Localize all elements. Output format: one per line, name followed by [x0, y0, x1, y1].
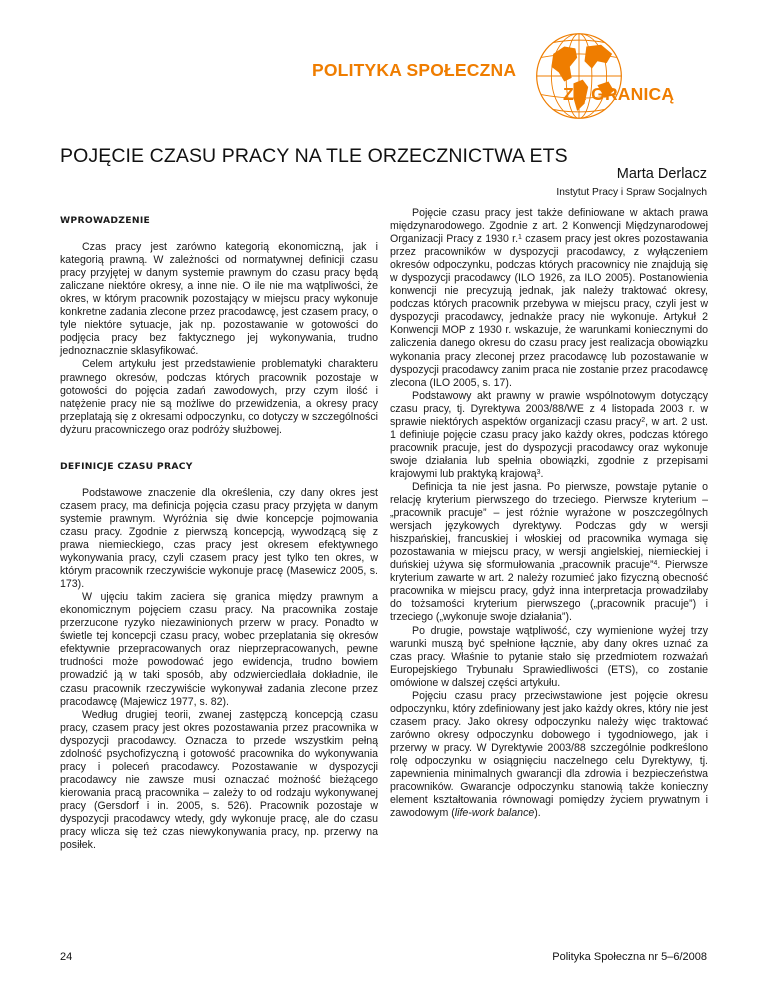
author-affiliation: Instytut Pracy i Spraw Socjalnych	[556, 187, 707, 198]
text-run: Pojęcie czasu pracy jest także definiowane w aktach prawa międzynarodowego. Zgodnie z art. 2 Konwencji Międzynarodowej Organizacji Pracy z 1930 r.	[390, 207, 708, 246]
paragraph	[390, 481, 708, 625]
paragraph: Podstawowe znaczenie dla określenia, czy dany okres jest czasem pracy, ma definicja pojęcia czasu pracy przyjęta w danym systemie prawnym. Wyróżnia się dwie koncepcje pojmowania czasu pracy. Zgodnie z pierwszą koncepcją, wywodzącą się z prawa niemieckiego, czas pracy jest okresem efektywnego wykonywania pracy, czyli czasem pracy jest tylko ten okres, w którym pracownik rzeczywiście wykonuje pracę (Masewicz 2005, s. 173).	[60, 486, 378, 591]
text-run: , w art. 2 ust. 1 definiuje pojęcie czasu pracy jako każdy okres, podczas którego pracownik pracuje, jest do dyspozycji pracodawcy oraz wykonuje swoje działania lub spełnia obowiązki, zgodnie z przepisami krajowymi lub praktyką krajową	[390, 415, 709, 480]
section-heading-introduction: WPROWADZENIE	[60, 215, 151, 226]
paragraph	[390, 207, 708, 390]
masthead	[0, 0, 768, 120]
italic-phrase: life-work balance	[454, 807, 535, 820]
text-run: . Pierwsze kryterium zawarte w art. 2 należy rozumieć jako fizyczną obecność pracownika w miejscu pracy, gdyż inna interpretacja prowadziłaby do tożsamości kryterium pierwszego („pracownik pracuje”) i trzeciego („wykonuje swoje działania”).	[390, 559, 708, 624]
footnote-ref: 3	[536, 468, 541, 476]
paragraph: Celem artykułu jest przedstawienie problematyki charakteru prawnego okresów, podczas których pracownik pozostaje w gotowości do pojęcia zadań zawodowych, przy czym ilość i natężenie pracy nie są możliwe do przewidzenia, a okresy pracy przeplatają się z okresami odpoczynku, co dotyczy w szczególności dyżuru pracowniczego oraz podróży służbowej.	[60, 358, 378, 436]
text-run: Pojęciu czasu pracy przeciwstawione jest pojęcie okresu odpoczynku, który zdefiniowany jest jako każdy okres, który nie jest czasem pracy. Jako okresy odpoczynku należy więc traktować zarówno okresy odpoczynku dobowego i tygodniowego, jak i przerwy w pracy. W Dyrektywie 2003/88 szczególnie podkreślono rolę odpoczynku w osiągnięciu naczelnego celu Dyrektywy, tj. zapewnienia minimalnych gwarancji dla zdrowia i bezpieczeństwa pracowników. Gwarancje odpoczynku stanowią także konieczny element kształtowania równowagi pomiędzy życiem prywatnym i zawodowym (	[390, 689, 708, 820]
globe-icon	[533, 30, 625, 122]
masthead-title-line1: POLITYKA SPOŁECZNA	[312, 60, 517, 80]
paragraph: Czas pracy jest zarówno kategorią ekonomiczną, jak i kategorią prawną. W zależności od normatywnej definicji czasu pracy przyjętej w danym systemie prawnym do czasu pracy będą zaliczane niektóre okresy, a inne nie. O ile nie ma wątpliwości, że okres, w którym pracownik pozostający w miejscu pracy wykonuje konkretne zadania zlecone przez pracodawcę, jest czasem pracy, o tyle niektóre sytuacje, jak np. pozostawanie w gotowości do podjęcia pracy bez faktycznego jej wykonywania, trudno jednoznacznie sklasyfikować.	[60, 241, 378, 358]
right-column	[390, 205, 708, 820]
page-number: 24	[60, 951, 73, 963]
text-run: Podstawowy akt prawny w prawie wspólnotowym dotyczący czasu pracy, tj. Dyrektywa 2003/88/WE z 4 listopada 2003 r. w sprawie niektórych aspektów organizacji czasu pracy	[390, 389, 708, 428]
footnote-ref: 1	[518, 234, 522, 242]
text-run: .	[540, 467, 544, 480]
paragraph	[390, 390, 708, 481]
article-title: POJĘCIE CZASU PRACY NA TLE ORZECZNICTWA ETS	[60, 145, 568, 167]
paragraph: Po drugie, powstaje wątpliwość, czy wymienione wyżej trzy warunki muszą być spełnione łącznie, aby dany okres uznać za czas pracy. Właśnie to pytanie stało się przedmiotem rozważań Europejskiego Trybunału Sprawiedliwości (ETS), co zostanie omówione w dalszej części artykułu.	[390, 624, 708, 689]
footnote-ref: 2	[641, 416, 646, 424]
text-run: ).	[534, 807, 541, 820]
text-run: Definicja ta nie jest jasna. Po pierwsze, powstaje pytanie o relację kryterium pierwszego do trzeciego. Pierwsze kryterium – „pracownik pracuje” – jest różnie wyrażone w poszczególnych wersjach językowych dyrektywy. Podczas gdy w wersji hiszpańskiej, francuskiej i włoskiej od pracownika wymaga się pozostawania w miejscu pracy, w wersji angielskiej, niemieckiej i duńskiej używa się sformułowania „pracownik pracuje”	[390, 480, 708, 572]
paragraph: Według drugiej teorii, zwanej zastępczą koncepcją czasu pracy, czasem pracy jest okres pozostawania przez pracownika w dyspozycji pracodawcy. Oznacza to przede wszystkim pełną zdolność psychofizyczną i gotowość pracownika do wykonywania pracy i poleceń pracodawcy. Pozostawanie w dyspozycji pracodawcy nie zawsze musi oznaczać możność bieżącego kierowania pracą pracownika – zależy to od rodzaju wykonywanej pracy (Gersdorf i in. 2005, s. 526). Pracownik pozostaje w dyspozycji pracodawcy wtedy, gdy wykonuje pracę, ale do czasu pracy wlicza się też czas niewykonywania pracy, np. przerwy na posiłek.	[60, 708, 378, 852]
article-author: Marta Derlacz	[616, 166, 707, 182]
footnote-ref: 4	[653, 560, 658, 568]
masthead-title-line2: ZA GRANICĄ	[563, 84, 675, 104]
journal-name: Polityka Społeczna nr 5–6/2008	[552, 951, 707, 963]
paragraph	[390, 690, 708, 820]
section-heading-definitions: DEFINICJE CZASU PRACY	[60, 460, 193, 472]
left-column	[60, 205, 378, 852]
text-run: czasem pracy jest okres pozostawania przez pracowników w dyspozycji pracodawcy, z wyłączeniem okresów odpoczynku, podczas których pracownicy nie znajdują się w dyspozycji pracodawcy (ILO 1926, za ILO 2005). Postanowienia konwencji nie precyzują jednak, jak należy traktować okresy, podczas których pracownik przebywa w miejscu pracy, czyli jest w dyspozycji pracodawcy, jednakże pracy nie wykonuje. Artykuł 2 Konwencji MOP z 1930 r. wskazuje, że warunkami koniecznymi do zaliczenia danego okresu do czasu pracy jest realizacja obowiązku wykonania pracy zleconej przez pracodawcę lub pozostawanie w dyspozycji pracodawcy zanim praca nie zostanie przez pracodawcę zlecona (ILO 2005, s. 17).	[390, 233, 708, 389]
paragraph: W ujęciu takim zaciera się granica między prawnym a ekonomicznym pojęciem czasu pracy. Na pracownika zostaje przerzucone ryzyko niezawinionych przerw w pracy. Ponadto w świetle tej koncepcji czasu pracy, wobec przeplatania się okresów efektywnie przepracowanych oraz nieprzepracowanych, pewne trudności może powodować jego ewidencja, trudno bowiem prowadzić ją w taki sposób, aby odzwierciedlała dokładnie, ile czasu pracownik rzeczywiście wykonywał zadania zlecone przez pracodawcę (Majewicz 1977, s. 82).	[60, 591, 378, 708]
